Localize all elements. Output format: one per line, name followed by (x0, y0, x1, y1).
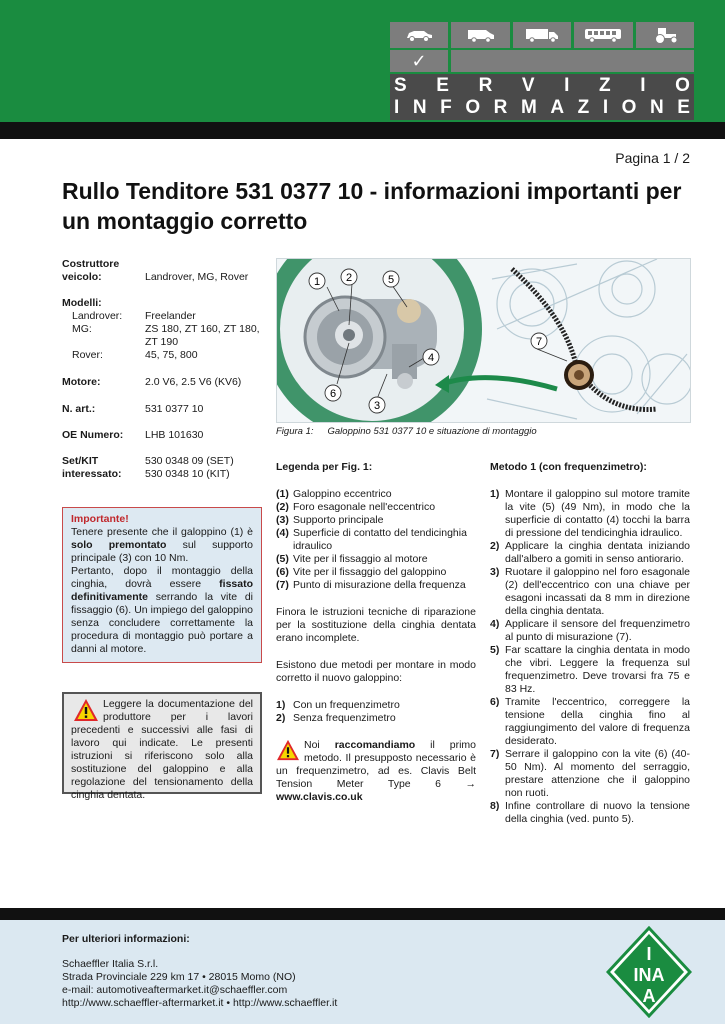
page-number: Pagina 1 / 2 (615, 150, 690, 166)
costruttore-label: Costruttore veicolo: (62, 258, 120, 283)
importante-text-2: Pertanto, dopo il montaggio della cinghia, dovrà essere fissato definitivamente serrando la vite di fissaggio (6). Un impiego del galoppino senza concludere correttamente la procedura di montaggio può portare a danni al motore. (71, 565, 253, 655)
van-icon (451, 22, 509, 48)
vehicle-icons (390, 22, 694, 48)
footer-rule (0, 908, 725, 920)
step-item: 1) Montare il galoppino sul motore tramite la vite (5) (49 Nm), in modo che la superficie di contatto (4) tocchi la barra di pressione del tendicinghia idraulico. (490, 488, 690, 539)
method-item: 1) Con un frequenzimetro (276, 699, 400, 711)
arrow-icon: → (465, 778, 476, 790)
method-heading: Metodo 1 (con frequenzimetro): (490, 461, 647, 473)
servizio-informazione-banner (390, 74, 694, 120)
svg-text:I: I (646, 944, 652, 964)
legend-item: (5) Vite per il fissaggio al motore (276, 553, 428, 565)
landrover-label: Landrover: (72, 310, 123, 322)
tensioner-small-icon (564, 360, 594, 390)
header-rule (0, 122, 725, 139)
mg-label: MG: (72, 323, 92, 335)
footer-urls[interactable]: http://www.schaeffler-aftermarket.it • http://www.schaeffler.it (62, 997, 338, 1009)
mg-value: ZS 180, ZT 160, ZT 180, ZT 190 (145, 323, 260, 348)
rover-label: Rover: (72, 349, 103, 361)
legend-item: (3) Supporto principale (276, 514, 384, 526)
svg-text:INA: INA (633, 965, 665, 985)
recommendation: Noi raccomandiamo il primo metodo. Il presupposto necessario è un frequenzimetro, ad es. Clavis Belt Tension Meter Type 6 → www.clavis.co.uk (276, 739, 476, 803)
page-title: Rullo Tenditore 531 0377 10 - informazioni importanti per un montaggio corretto (62, 178, 682, 234)
legend-list (276, 488, 476, 592)
footer-email[interactable]: e-mail: automotiveaftermarket.it@schaeffler.com (62, 984, 288, 996)
banner-line-servizio: S E R V I Z I O (394, 75, 690, 96)
figure-label: 3 (373, 400, 381, 412)
method-column (490, 461, 690, 826)
oe-label: OE Numero: (62, 429, 124, 441)
nart-label: N. art.: (62, 403, 96, 415)
bus-icon (574, 22, 632, 48)
legend-item: (6) Vite per il fissaggio del galoppino (276, 566, 447, 578)
car-icon (390, 22, 448, 48)
svg-text:A: A (642, 986, 656, 1006)
rover-value: 45, 75, 800 (145, 349, 198, 361)
motore-label: Motore: (62, 376, 101, 388)
legend-column (276, 461, 476, 804)
landrover-value: Freelander (145, 310, 196, 322)
legend-paragraph-2: Esistono due metodi per montare in modo corretto il nuovo galoppino: (276, 659, 476, 684)
clavis-link[interactable]: www.clavis.co.uk (276, 791, 363, 803)
step-item: 2) Applicare la cinghia dentata iniziando dall'albero a gomiti in senso antiorario. (490, 540, 690, 565)
method-item: 2) Senza frequenzimetro (276, 712, 396, 724)
figure-label: 6 (329, 388, 337, 400)
figure-label: 5 (387, 274, 395, 286)
figure-label: 7 (535, 336, 543, 348)
step-item: 6) Tramite l'eccentrico, correggere la tensione della cinghia fino al raggiungimento del valore di frequenza desiderato. (490, 696, 690, 747)
step-item: 7) Serrare il galoppino con la vite (6) (40-50 Nm). Al momento del serraggio, prestare attenzione che il galoppino non ruoti. (490, 748, 690, 799)
legend-heading: Legenda per Fig. 1: (276, 461, 373, 473)
tractor-icon (636, 22, 694, 48)
warning-text: Leggere la documentazione del produttore per i lavori precedenti e successivi alle fasi di lavoro qui indicate. Le presenti istruzioni si riferiscono solo alla sostituzione del galoppino e alla regolazione del tensionamento della cinghia dentata. (71, 698, 253, 801)
footer-contact (62, 933, 337, 1010)
oe-value: LHB 101630 (145, 429, 204, 441)
motore-value: 2.0 V6, 2.5 V6 (KV6) (145, 376, 242, 388)
step-item: 8) Infine controllare di nuovo la tensione della cinghia (ved. punto 5). (490, 800, 690, 825)
footer-heading: Per ulteriori informazioni: (62, 933, 190, 945)
costruttore-value: Landrover, MG, Rover (145, 271, 249, 283)
truck-icon (513, 22, 571, 48)
figure-label: 1 (313, 276, 321, 288)
step-item: 4) Applicare il sensore del frequenzimetro al punto di misurazione (7). (490, 618, 690, 643)
method-steps (490, 488, 690, 826)
service-check-row (390, 50, 694, 72)
importante-heading: Importante! (71, 513, 129, 525)
modelli-label: Modelli: (62, 297, 102, 309)
legend-paragraph-1: Finora le istruzioni tecniche di riparazione per la sostituzione della cinghia dentata erano incomplete. (276, 606, 476, 644)
figure-tensioner (276, 258, 691, 423)
figure-caption: Figura 1: Galoppino 531 0377 10 e situazione di montaggio (276, 426, 537, 437)
banner-line-informazione: I N F O R M A Z I O N E (394, 97, 690, 118)
check-icon: ✓ (390, 50, 448, 72)
legend-item: (1) Galoppino eccentrico (276, 488, 392, 500)
methods-list (276, 699, 476, 725)
set-value-1: 530 0348 09 (SET) (145, 455, 234, 467)
nart-value: 531 0377 10 (145, 403, 204, 415)
legend-item: (2) Foro esagonale nell'eccentrico (276, 501, 436, 513)
footer-company: Schaeffler Italia S.r.l. (62, 958, 159, 970)
figure-label: 2 (345, 272, 353, 284)
step-item: 3) Ruotare il galoppino nel foro esagonale (2) dell'eccentrico con una chiave per esagoni incassati da 8 mm in direzione della cinghia dentata. (490, 566, 690, 617)
importante-box (62, 507, 262, 663)
step-item: 5) Far scattare la cinghia dentata in modo che vibri. Leggere la frequenza sul frequenzimetro. Deve trovarsi fra 75 e 83 Hz. (490, 644, 690, 695)
footer-address: Strada Provinciale 229 km 17 • 28015 Momo (NO) (62, 971, 296, 983)
importante-text-1: Tenere presente che il galoppino (1) è solo premontato sul supporto principale (3) con 10 Nm. (71, 526, 253, 564)
warning-icon (73, 698, 99, 722)
warning-icon (276, 739, 300, 761)
legend-item: (7) Punto di misurazione della frequenza (276, 579, 466, 591)
set-value-2: 530 0348 10 (KIT) (145, 468, 230, 480)
legend-item: (4) Superficie di contatto del tendicinghia idraulico (276, 527, 467, 552)
set-label: Set/KIT interessato: (62, 455, 122, 480)
figure-label: 4 (427, 352, 435, 364)
ina-logo (606, 926, 692, 1018)
warning-box (62, 692, 262, 801)
